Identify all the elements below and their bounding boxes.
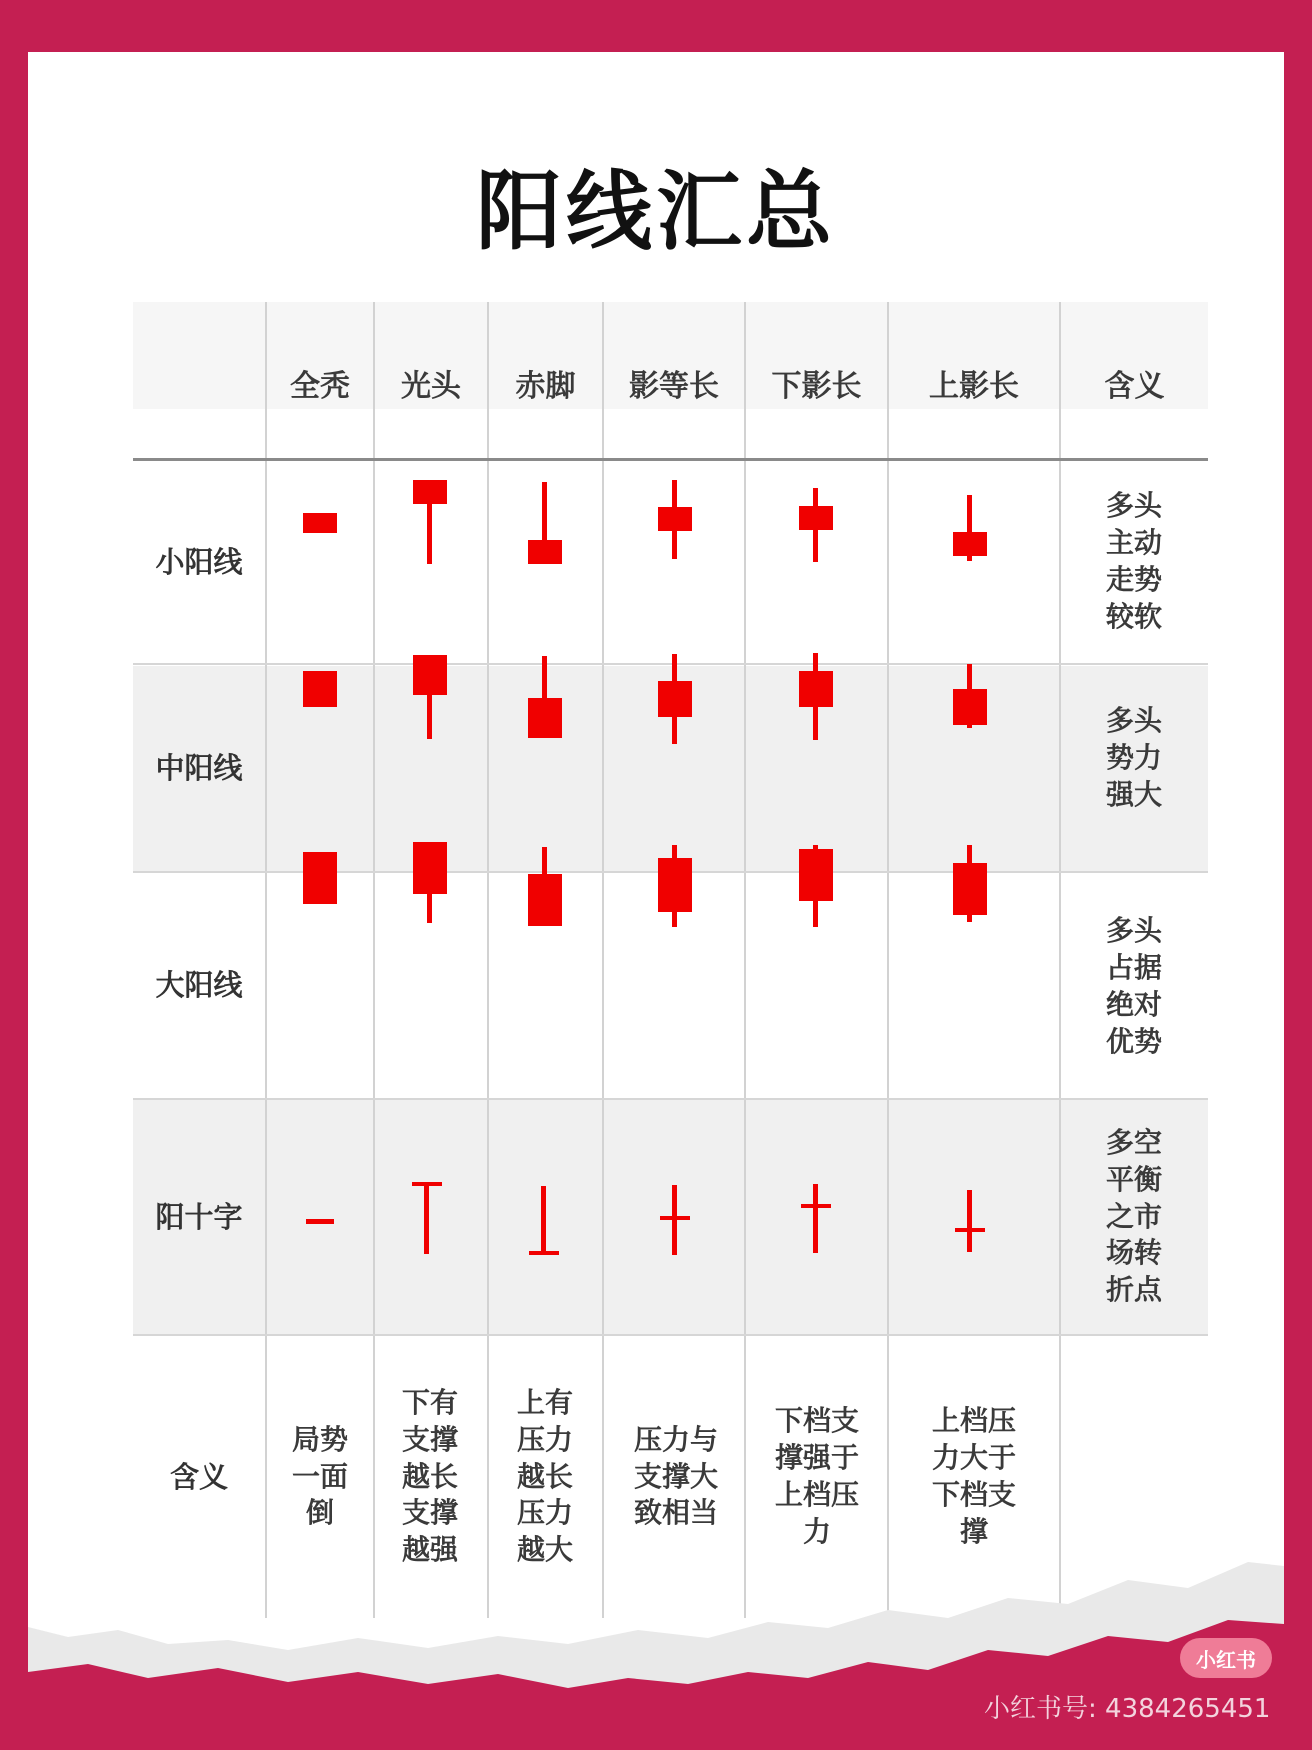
candle-large-equal-shadow	[658, 845, 692, 927]
row-label-small: 小阳线	[155, 544, 243, 579]
candle-medium-long-upper	[953, 664, 987, 728]
col-header-quantu: 全秃	[290, 369, 350, 405]
row-meaning-cross: 多空平衡之市场转折点	[1105, 1125, 1162, 1307]
candle-cross-shaven-head	[412, 1182, 442, 1254]
col-header-chijiao: 赤脚	[515, 369, 576, 405]
meaning-yingdengchang: 压力与支撑大致相当	[633, 1422, 718, 1530]
candle-medium-long-lower	[799, 653, 833, 740]
candle-large-long-lower	[799, 845, 833, 927]
candle-small-long-upper	[953, 495, 987, 561]
row-meaning-small: 多头主动走势较软	[1105, 489, 1162, 633]
header-divider	[133, 458, 1208, 461]
candle-large-shaven-bottom	[528, 847, 562, 926]
candle-small-long-lower	[799, 488, 833, 562]
row-meaning-large: 多头占据绝对优势	[1105, 914, 1162, 1058]
candle-medium-equal-shadow	[658, 654, 692, 744]
candlestick-table	[133, 302, 1208, 1618]
row-meaning-medium: 多头势力强大	[1105, 704, 1162, 811]
meaning-guangtou: 下有支撑越长支撑越强	[401, 1385, 458, 1567]
candle-large-long-upper	[953, 845, 987, 922]
meaning-xiayingchang: 下档支撑强于上档压力	[774, 1404, 859, 1548]
row-label-medium: 中阳线	[155, 750, 243, 785]
watermark-id: 小红书号: 4384265451	[984, 1694, 1271, 1724]
meaning-quantu: 局势一面倒	[291, 1422, 348, 1530]
candle-large-shaven-head	[413, 842, 447, 923]
col-header-guangtou: 光头	[401, 369, 461, 405]
xiaohongshu-logo: 小红书	[1180, 1638, 1272, 1678]
candle-small-bald	[303, 513, 337, 533]
candle-cross-bald	[306, 1219, 334, 1225]
meaning-row-label: 含义	[169, 1459, 228, 1494]
infographic-card	[28, 52, 1284, 1702]
candle-large-bald	[303, 852, 337, 904]
col-header-shangyingchang: 上影长	[929, 369, 1019, 405]
candle-small-shaven-head	[413, 480, 447, 564]
page-title: 阳线汇总	[476, 162, 836, 262]
candle-small-shaven-bottom	[528, 482, 562, 564]
candle-cross-long-upper	[955, 1190, 985, 1252]
candle-medium-bald	[303, 671, 337, 707]
candle-cross-equal-shadow	[660, 1185, 690, 1255]
candle-medium-shaven-bottom	[528, 656, 562, 738]
torn-paper-edge	[28, 1532, 1284, 1702]
row-label-large: 大阳线	[155, 968, 243, 1003]
col-header-xiayingchang: 下影长	[771, 369, 862, 405]
col-header-meaning: 含义	[1104, 369, 1165, 405]
candle-cross-shaven-bottom	[529, 1186, 559, 1255]
row-label-cross: 阳十字	[155, 1199, 243, 1234]
meaning-shangyingchang: 上档压力大于下档支撑	[931, 1404, 1016, 1548]
col-header-yingdengchang: 影等长	[629, 369, 719, 405]
candle-medium-shaven-head	[413, 655, 447, 739]
meaning-chijiao: 上有压力越长压力越大	[516, 1385, 573, 1567]
candle-cross-long-lower	[801, 1184, 831, 1253]
candle-small-equal-shadow	[658, 480, 692, 559]
